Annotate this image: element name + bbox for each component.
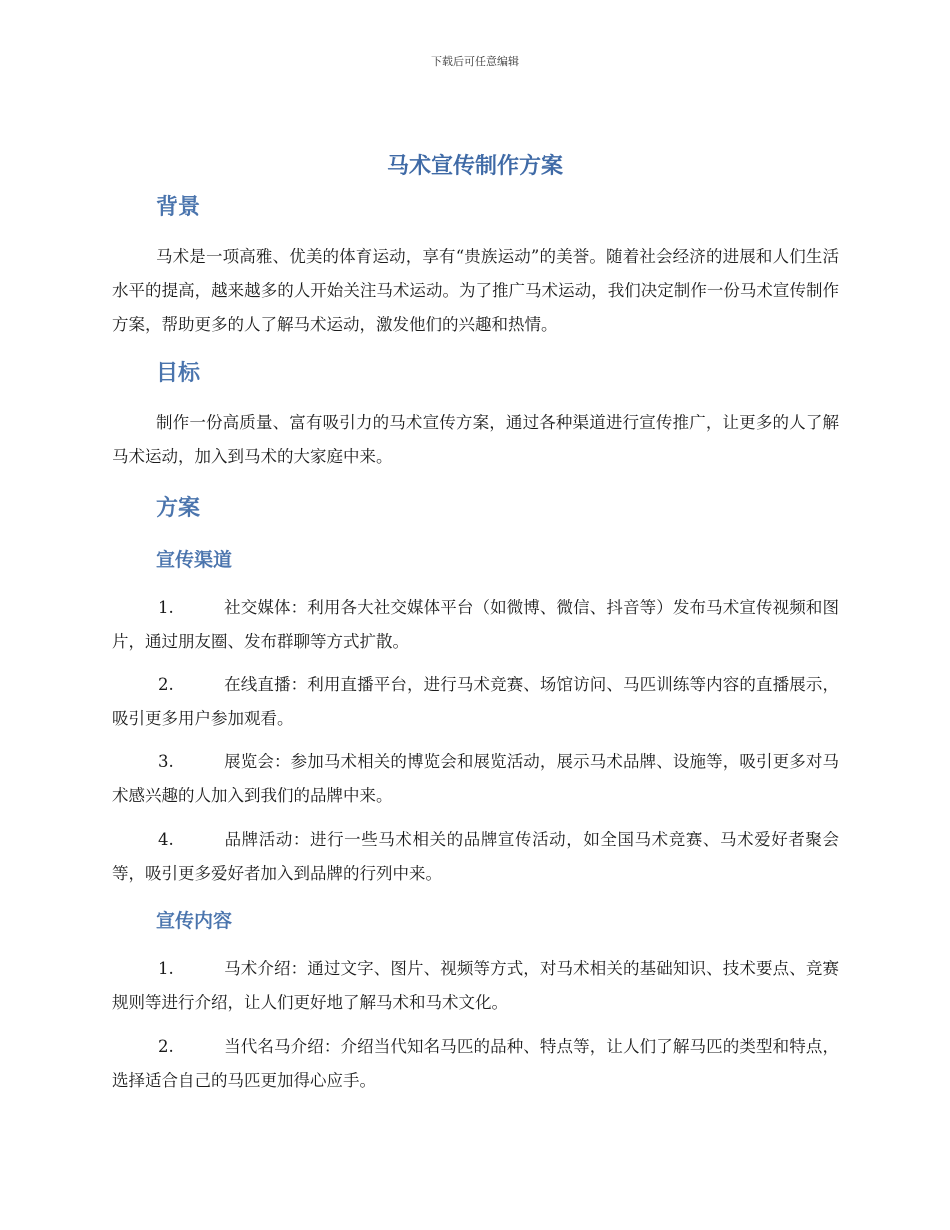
list-item-text: 展览会：参加马术相关的博览会和展览活动，展示马术品牌、设施等，吸引更多对马术感兴趣的人加入到我们的品牌中来。 (112, 752, 839, 805)
list-item (112, 745, 839, 813)
list-item-number: 3. (158, 752, 174, 771)
list-item-number: 1. (158, 598, 174, 617)
list-item-text: 社交媒体：利用各大社交媒体平台（如微博、微信、抖音等）发布马术宣传视频和图片，通过朋友圈、发布群聊等方式扩散。 (112, 598, 839, 651)
list-item (112, 823, 839, 891)
paragraph-background: 马术是一项高雅、优美的体育运动，享有“贵族运动”的美誉。随着社会经济的进展和人们生活水平的提高，越来越多的人开始关注马术运动。为了推广马术运动，我们决定制作一份马术宣传制作方案，帮助更多的人了解马术运动，激发他们的兴趣和热情。 (112, 247, 839, 334)
list-item (112, 952, 839, 1020)
list-item-text: 马术介绍：通过文字、图片、视频等方式，对马术相关的基础知识、技术要点、竞赛规则等进行介绍，让人们更好地了解马术和马术文化。 (112, 959, 839, 1012)
heading-channels: 宣传渠道 (156, 549, 233, 571)
list-item (112, 1030, 839, 1098)
list-item (112, 591, 839, 659)
list-item-text: 品牌活动：进行一些马术相关的品牌宣传活动，如全国马术竞赛、马术爱好者聚会等，吸引更多爱好者加入到品牌的行列中来。 (112, 830, 839, 883)
heading-goal: 目标 (156, 361, 201, 386)
list-item-number: 2. (158, 675, 174, 694)
document-title: 马术宣传制作方案 (386, 154, 563, 179)
list-item-number: 1. (158, 959, 174, 978)
heading-content: 宣传内容 (156, 910, 233, 932)
header-note: 下载后可任意编辑 (431, 55, 519, 68)
list-item (112, 668, 839, 736)
list-item-number: 2. (158, 1037, 174, 1056)
heading-plan: 方案 (156, 496, 201, 521)
paragraph-goal: 制作一份高质量、富有吸引力的马术宣传方案，通过各种渠道进行宣传推广，让更多的人了解马术运动，加入到马术的大家庭中来。 (112, 413, 839, 466)
list-item-text: 在线直播：利用直播平台，进行马术竞赛、场馆访问、马匹训练等内容的直播展示，吸引更多用户参加观看。 (112, 675, 839, 728)
list-item-text: 当代名马介绍：介绍当代知名马匹的品种、特点等，让人们了解马匹的类型和特点，选择适合自己的马匹更加得心应手。 (112, 1037, 839, 1090)
list-item-number: 4. (158, 830, 174, 849)
heading-background: 背景 (156, 195, 201, 220)
